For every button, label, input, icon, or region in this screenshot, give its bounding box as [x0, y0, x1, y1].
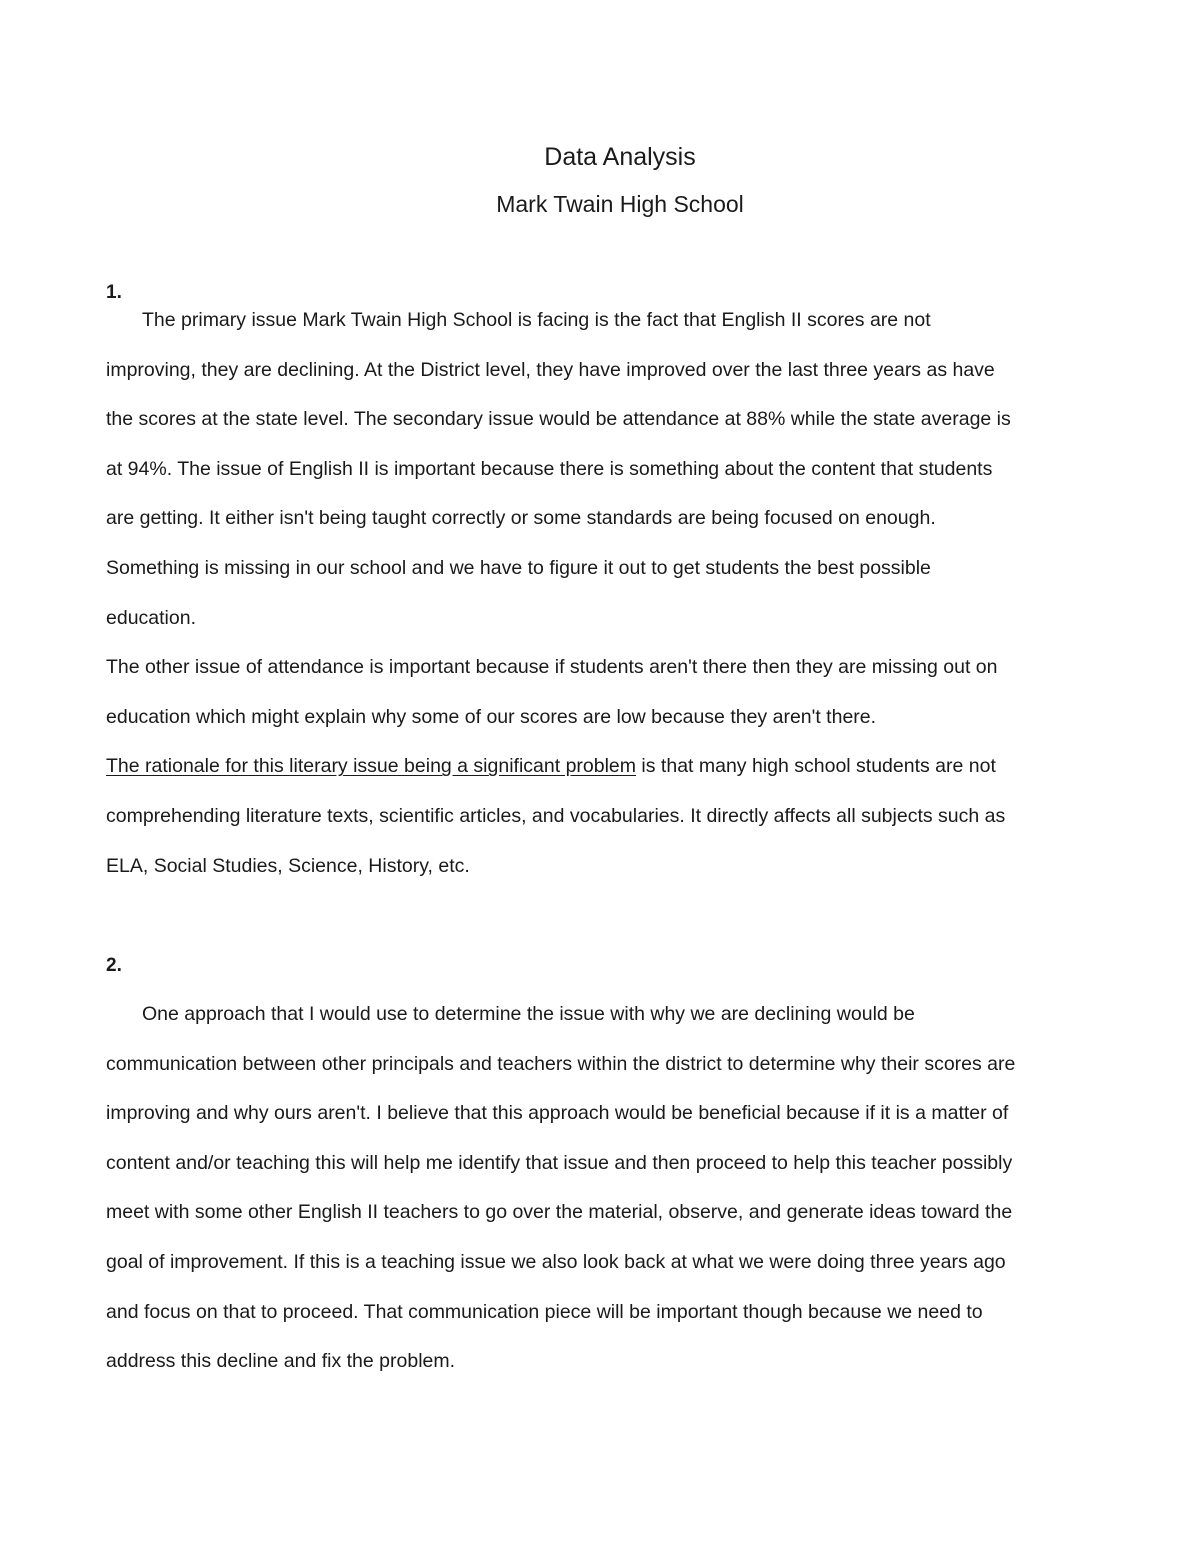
section-2-line: content and/or teaching this will help me identify that issue and then proceed to help this teacher possibly [106, 1151, 1013, 1174]
section-1-body [106, 296, 1116, 891]
section-1-line: improving, they are declining. At the District level, they have improved over the last three years as have [106, 358, 995, 381]
section-2-line: meet with some other English II teachers to go over the material, observe, and generate ideas toward the [106, 1201, 1013, 1224]
section-1-line: Something is missing in our school and we have to figure it out to get students the best possible [106, 556, 931, 579]
section-2-line: communication between other principals and teachers within the district to determine why their scores are [106, 1052, 1016, 1075]
section-1-line: the scores at the state level. The secondary issue would be attendance at 88% while the state average is [106, 408, 1011, 431]
section-2-line: One approach that I would use to determine the issue with why we are declining would be [142, 1003, 915, 1025]
section-1-line: are getting. It either isn't being taught correctly or some standards are being focused on enough. [106, 507, 936, 530]
section-2-line: and focus on that to proceed. That communication piece will be important though because we need to [106, 1300, 983, 1323]
document-subtitle: Mark Twain High School [496, 191, 744, 217]
section-1-line: at 94%. The issue of English II is important because there is something about the content that students [106, 457, 993, 480]
document-title: Data Analysis [544, 143, 696, 171]
section-1-line: ELA, Social Studies, Science, History, etc. [106, 854, 470, 877]
section-2-number: 2. [106, 955, 122, 976]
rationale-rest-text: is that many high school students are not [636, 755, 996, 778]
rationale-line [106, 742, 1116, 792]
section-2-body [106, 990, 1116, 1387]
section-2-line: address this decline and fix the problem. [106, 1350, 456, 1373]
section-1-line: education. [106, 606, 196, 629]
section-1-line: education which might explain why some of our scores are low because they aren't there. [106, 705, 877, 728]
section-2-line: goal of improvement. If this is a teaching issue we also look back at what we were doing three years ago [106, 1250, 1006, 1273]
section-1-line: The primary issue Mark Twain High School is facing is the fact that English II scores are not [142, 309, 931, 331]
section-1-line: The other issue of attendance is important because if students aren't there then they are missing out on [106, 656, 998, 679]
section-2-line: improving and why ours aren't. I believe that this approach would be beneficial because if it is a matter of [106, 1102, 1009, 1125]
rationale-underlined-text: The rationale for this literary issue being a significant problem [106, 755, 637, 778]
section-1-number: 1. [106, 282, 122, 303]
section-1-line: comprehending literature texts, scientific articles, and vocabularies. It directly affects all subjects such as [106, 804, 1006, 827]
